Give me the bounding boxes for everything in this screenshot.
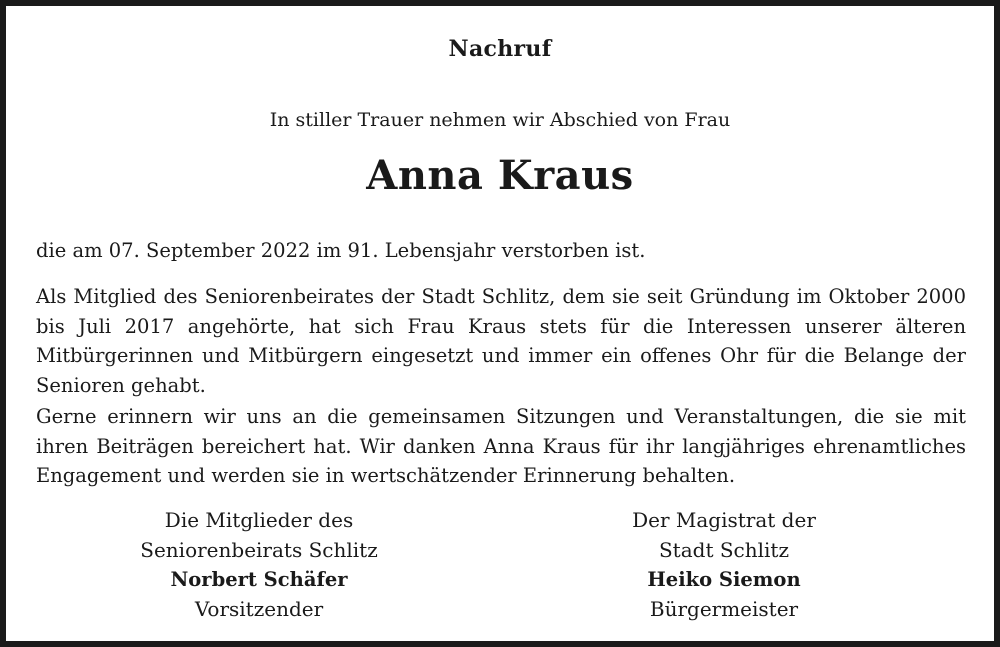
signature-line-2: Stadt Schlitz — [658, 537, 789, 562]
signature-line-2: Seniorenbeirats Schlitz — [140, 537, 378, 562]
death-date-line: die am 07. September 2022 im 91. Lebensjahr verstorben ist. — [36, 239, 646, 262]
signatory-name: Heiko Siemon — [647, 568, 801, 591]
signatory-role: Bürgermeister — [649, 596, 799, 621]
signature-line-1: Der Magistrat der — [632, 508, 816, 532]
signatory-role: Vorsitzender — [194, 596, 324, 621]
deceased-name: Anna Kraus — [366, 152, 634, 199]
notice-heading: Nachruf — [448, 36, 552, 62]
tribute-paragraph-1: Als Mitglied des Seniorenbeirates der Stadt Schlitz, dem sie seit Gründung im Oktober 2000 bis Juli 2017 angehörte, hat sich Frau Kraus stets für die Interessen unserer älteren Mitbürgerinnen und Mitbürgern eingesetzt und immer ein offenes Ohr für die Belange der Senioren gehabt. — [36, 285, 966, 397]
tribute-paragraph-2: Gerne erinnern wir uns an die gemeinsamen Sitzungen und Veranstaltungen, die sie mit ihren Beiträgen bereichert hat. Wir danken Anna Kraus für ihr langjähriges ehrenamtliches Engagement und werden sie in wertschätzender Erinnerung behalten. — [36, 405, 966, 487]
signature-block-senior-council — [99, 506, 419, 624]
signature-line-1: Die Mitglieder des — [164, 508, 354, 532]
signatory-name: Norbert Schäfer — [170, 568, 348, 591]
signature-block-magistrate — [564, 506, 884, 624]
intro-line: In stiller Trauer nehmen wir Abschied von Frau — [269, 109, 731, 131]
